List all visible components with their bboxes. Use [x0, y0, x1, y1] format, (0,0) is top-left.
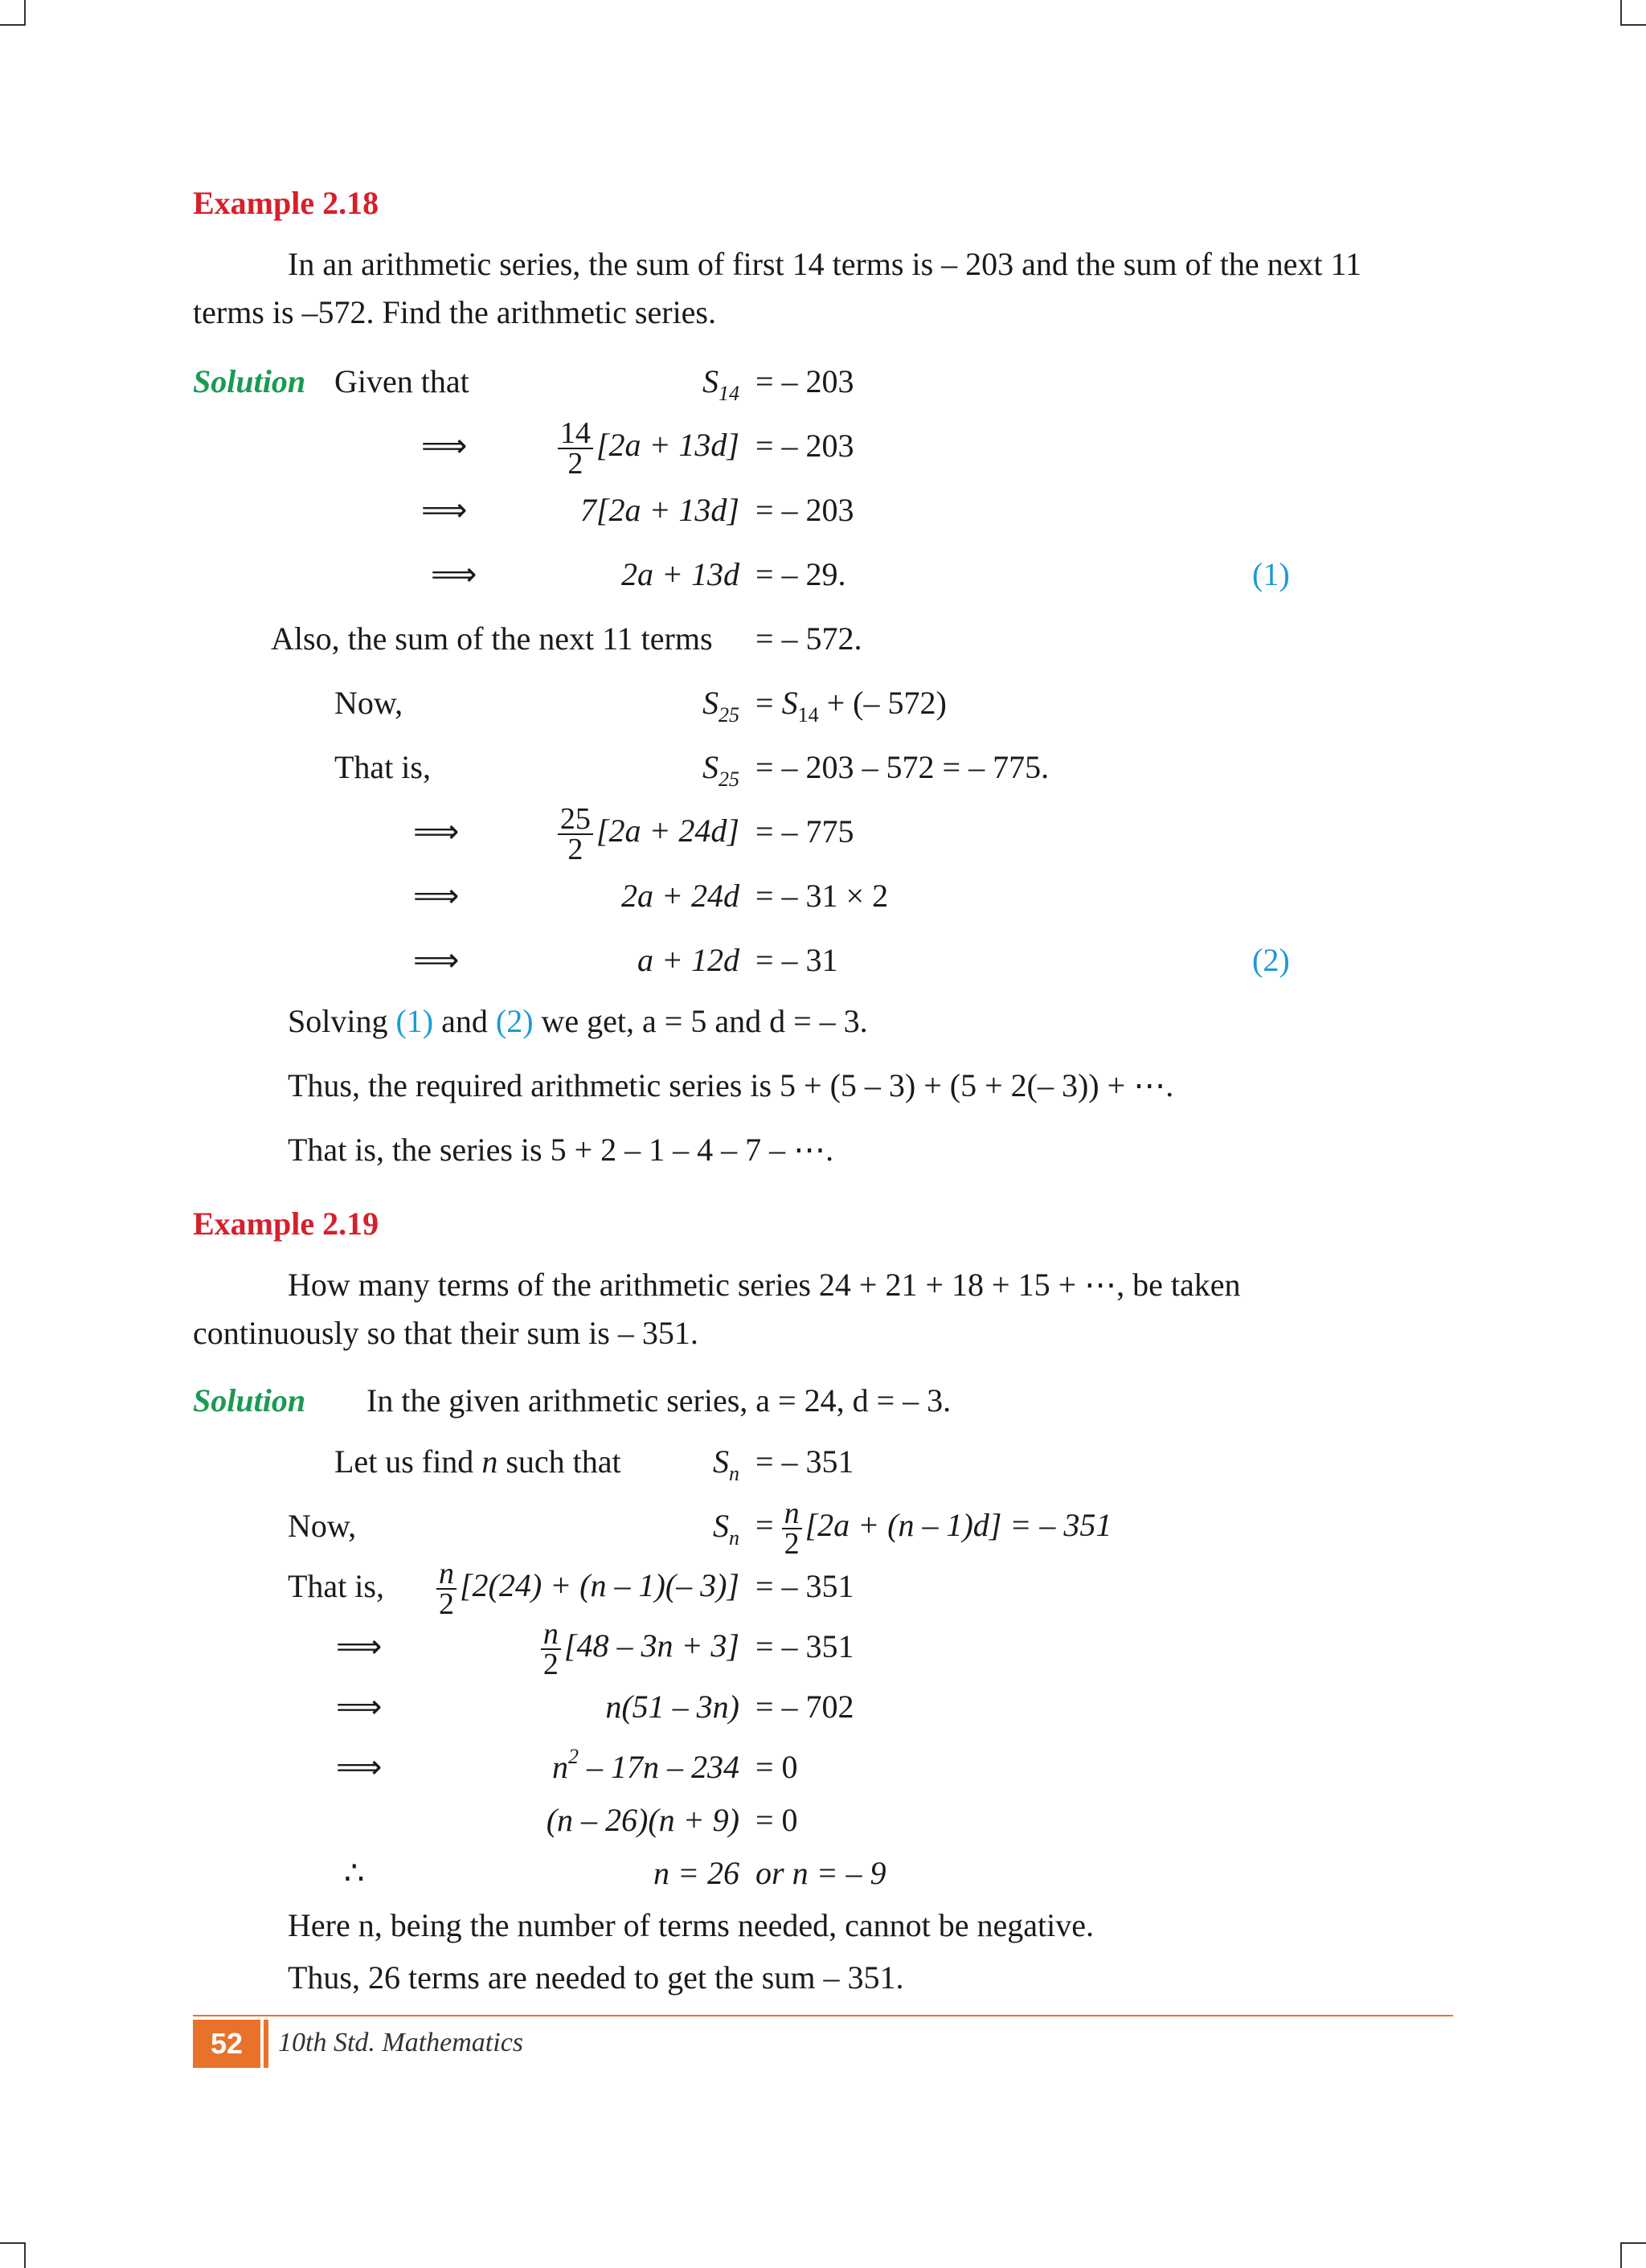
equation-reference[interactable]: (1)	[395, 1003, 434, 1039]
crop-mark-top-left	[0, 0, 26, 26]
equation-lhs: $n^2 - 17n - 234$	[552, 1745, 739, 1785]
equation-rhs: = – 702	[755, 1689, 854, 1725]
solution-label: Solution	[193, 1382, 306, 1419]
crop-mark-top-right	[1620, 0, 1646, 26]
equation-rhs: = – 31 × 2	[755, 878, 889, 914]
equation-rhs: = – 31	[755, 942, 838, 978]
equation-lhs: $\frac{n}{2}$ [48 – 3n + 3]	[541, 1619, 739, 1679]
equation-lhs: $\frac{25}{2}$ [2a + 24d]	[558, 804, 739, 864]
solution-label: Solution	[193, 363, 306, 399]
equation-rhs: = – 775	[755, 813, 854, 849]
equation-rhs: = – 351	[755, 1443, 854, 1480]
equation-lhs: n = 26	[653, 1855, 739, 1891]
footer-accent-bar	[264, 2020, 268, 2068]
book-title: 10th Std. Mathematics	[278, 2028, 524, 2057]
equation-number: (1)	[1252, 556, 1290, 592]
implies-symbol: ⟹	[413, 942, 460, 979]
equation-lhs: a + 12d	[637, 942, 739, 978]
equation-rhs: = 0	[755, 1749, 798, 1785]
equation-lhs: $S_n$	[713, 1508, 739, 1550]
solution-text: That is,	[288, 1568, 384, 1604]
problem-text: terms is –572. Find the arithmetic series.	[193, 294, 716, 330]
equation-lhs: $S_{14}$	[702, 363, 739, 405]
equation-rhs: = $\frac{n}{2}$ [2a + (n – 1)d] = – 351	[755, 1496, 1112, 1561]
equation-lhs: 2a + 24d	[621, 878, 739, 914]
solution-text: Given that	[334, 363, 469, 399]
problem-text: How many terms of the arithmetic series 24 + 21 + 18 + 15 + ⋯, be taken	[288, 1267, 1241, 1303]
equation-rhs: = 0	[755, 1802, 798, 1838]
equation-rhs: or n = – 9	[755, 1855, 886, 1891]
implies-symbol: ⟹	[413, 813, 460, 850]
equation-rhs: = – 203	[755, 363, 854, 399]
equation-lhs: $S_{25}$	[702, 749, 739, 791]
equation-lhs: 7[2a + 13d]	[579, 492, 739, 528]
implies-symbol: ⟹	[336, 1749, 383, 1786]
solution-text: Let us find n such that	[334, 1443, 621, 1480]
implies-symbol: ⟹	[431, 556, 477, 593]
equation-rhs: = – 203 – 572 = – 775.	[755, 749, 1050, 785]
therefore-symbol: ∴	[344, 1855, 365, 1891]
solution-text: Also, the sum of the next 11 terms	[271, 620, 713, 657]
solution-text: Here n, being the number of terms needed, cannot be negative.	[288, 1907, 1094, 1943]
implies-symbol: ⟹	[421, 428, 468, 465]
problem-text: In an arithmetic series, the sum of first 14 terms is – 203 and the sum of the next 11	[288, 246, 1362, 282]
equation-rhs: = – 203	[755, 428, 854, 464]
solution-text: In the given arithmetic series, a = 24, d = – 3.	[366, 1382, 952, 1419]
crop-mark-bottom-right	[1620, 2242, 1646, 2268]
problem-text: continuously so that their sum is – 351.	[193, 1315, 698, 1351]
equation-rhs: = $S_{14}$ + (– 572)	[755, 685, 947, 727]
equation-lhs: (n – 26)(n + 9)	[546, 1802, 739, 1838]
page-number: 52	[193, 2020, 260, 2068]
footer-rule	[193, 2015, 1453, 2016]
equation-rhs: = – 572.	[755, 620, 862, 657]
implies-symbol: ⟹	[336, 1689, 383, 1726]
equation-lhs: 2a + 13d	[621, 556, 739, 592]
equation-lhs: $\frac{n}{2}$ [2(24) + (n – 1)(– 3)]	[436, 1559, 739, 1619]
solution-text: That is, the series is 5 + 2 – 1 – 4 – 7 – ⋯.	[288, 1132, 834, 1168]
example-heading: Example 2.19	[193, 1206, 379, 1242]
solution-text: Thus, the required arithmetic series is 5 + (5 – 3) + (5 + 2(– 3)) + ⋯.	[288, 1067, 1174, 1103]
solution-text: Now,	[334, 685, 403, 721]
equation-rhs: = – 29.	[755, 556, 846, 592]
solution-text: That is,	[334, 749, 431, 785]
crop-mark-bottom-left	[0, 2242, 26, 2268]
solution-text: Solving (1) and (2) we get, a = 5 and d = – 3.	[288, 1003, 868, 1039]
equation-rhs: = – 351	[755, 1628, 854, 1664]
equation-rhs: = – 203	[755, 492, 854, 528]
solution-text: Thus, 26 terms are needed to get the sum – 351.	[288, 1959, 904, 1996]
equation-number: (2)	[1252, 942, 1290, 978]
solution-text: Now,	[288, 1508, 357, 1544]
example-heading: Example 2.18	[193, 185, 379, 221]
equation-lhs: n(51 – 3n)	[605, 1689, 739, 1725]
equation-rhs: = – 351	[755, 1568, 854, 1604]
implies-symbol: ⟹	[421, 492, 468, 529]
implies-symbol: ⟹	[413, 878, 460, 915]
implies-symbol: ⟹	[336, 1628, 383, 1665]
equation-reference[interactable]: (2)	[495, 1003, 534, 1039]
equation-lhs: $S_n$	[713, 1443, 739, 1485]
equation-lhs: $S_{25}$	[702, 685, 739, 727]
equation-lhs: $\frac{14}{2}$ [2a + 13d]	[558, 419, 739, 478]
